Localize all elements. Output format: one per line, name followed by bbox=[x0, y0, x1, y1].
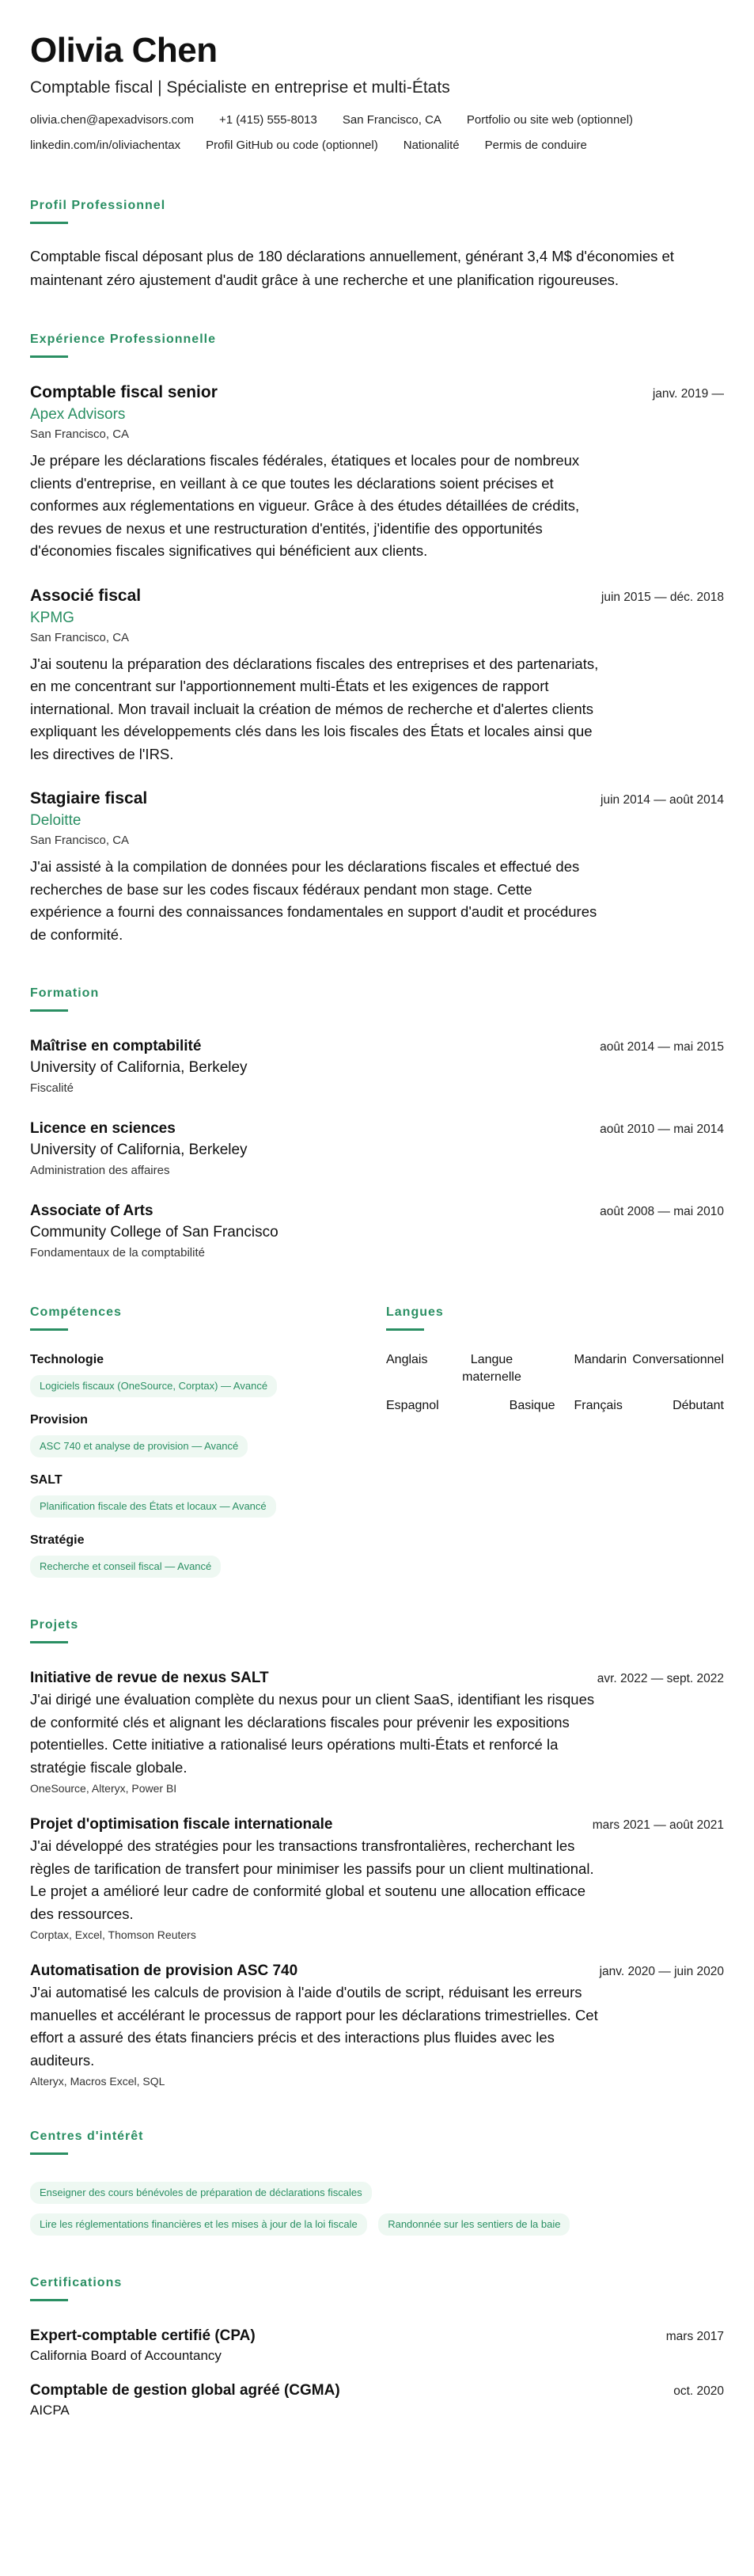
contact-driving-license: Permis de conduire bbox=[484, 139, 587, 152]
project-entry bbox=[30, 1667, 724, 1796]
section-divider bbox=[30, 1009, 68, 1012]
project-entry bbox=[30, 1960, 724, 2089]
skill-group bbox=[30, 1472, 386, 1518]
section-title-interests: Centres d'intérêt bbox=[30, 2130, 144, 2143]
language-name: Mandarin bbox=[574, 1353, 627, 1366]
experience-section bbox=[30, 332, 724, 946]
job-description: Je prépare les déclarations fiscales fédérales, étatiques et locales pour de nombreux clients d'entreprise, en veillant à ce que toutes les déclarations soient précises et conformes aux réglementations en vigueur. Grâce à des études détaillées de crédits, des revues de nexus et une restructuration d'entités, j'identifie des opportunités d'économies fiscales significatives qui bénéficient aux clients. bbox=[30, 452, 580, 559]
section-divider bbox=[386, 1328, 424, 1331]
company-name: Apex Advisors bbox=[30, 406, 126, 423]
languages-section bbox=[386, 1305, 724, 1578]
contact-email[interactable]: olivia.chen@apexadvisors.com bbox=[30, 113, 194, 127]
profile-summary: Comptable fiscal déposant plus de 180 déclarations annuellement, générant 3,4 M$ d'économies et maintenant zéro ajustement d'audit grâce à une recherche et une planification rigoureuses. bbox=[30, 248, 674, 288]
language-name: Français bbox=[574, 1399, 623, 1412]
certification-entry bbox=[30, 2380, 724, 2420]
skill-chip: Planification fiscale des États et locaux — Avancé bbox=[30, 1495, 276, 1518]
skill-category: SALT bbox=[30, 1473, 63, 1487]
language-level: Basique bbox=[509, 1399, 555, 1412]
skill-group bbox=[30, 1411, 386, 1457]
certification-entry bbox=[30, 2325, 724, 2365]
education-entry bbox=[30, 1118, 724, 1180]
experience-entry bbox=[30, 382, 724, 563]
skill-group bbox=[30, 1351, 386, 1397]
language-item bbox=[386, 1351, 555, 1386]
section-title-education: Formation bbox=[30, 986, 100, 1000]
language-level: Débutant bbox=[673, 1399, 724, 1412]
contact-location: San Francisco, CA bbox=[342, 113, 441, 127]
section-title-projects: Projets bbox=[30, 1618, 79, 1632]
contact-phone[interactable]: +1 (415) 555-8013 bbox=[219, 113, 317, 127]
certification-issuer: California Board of Accountancy bbox=[30, 2348, 222, 2363]
job-dates: juin 2014 — août 2014 bbox=[601, 793, 724, 807]
language-item bbox=[555, 1351, 725, 1386]
certification-date: oct. 2020 bbox=[673, 2384, 724, 2398]
project-title: Automatisation de provision ASC 740 bbox=[30, 1962, 298, 1979]
skill-category: Stratégie bbox=[30, 1533, 85, 1547]
section-divider bbox=[30, 222, 68, 224]
education-dates: août 2008 — mai 2010 bbox=[600, 1205, 724, 1218]
section-title-experience: Expérience Professionnelle bbox=[30, 332, 216, 346]
school-name: University of California, Berkeley bbox=[30, 1142, 248, 1158]
job-title: Comptable fiscal senior bbox=[30, 383, 218, 401]
job-dates: janv. 2019 — bbox=[652, 387, 724, 401]
language-level: Conversationnel bbox=[632, 1353, 724, 1366]
section-divider bbox=[30, 1641, 68, 1643]
project-entry bbox=[30, 1814, 724, 1943]
school-name: University of California, Berkeley bbox=[30, 1059, 248, 1076]
job-title: Associé fiscal bbox=[30, 586, 142, 605]
study-field: Fiscalité bbox=[30, 1081, 74, 1095]
section-divider bbox=[30, 1328, 68, 1331]
language-row bbox=[386, 1351, 724, 1386]
skills-languages-row bbox=[30, 1305, 724, 1578]
section-title-skills: Compétences bbox=[30, 1305, 122, 1319]
degree-title: Associate of Arts bbox=[30, 1203, 153, 1219]
job-description: J'ai assisté à la compilation de données pour les déclarations fiscales et effectué des recherches de base sur les codes fiscaux fédéraux pendant mon stage. Cette expérience a fourni des connaissances fondamentales en support d'audit et procédures de conformité. bbox=[30, 858, 597, 943]
project-dates: avr. 2022 — sept. 2022 bbox=[597, 1672, 724, 1685]
section-divider bbox=[30, 355, 68, 358]
section-divider bbox=[30, 2152, 68, 2155]
interests-section bbox=[30, 2129, 724, 2236]
interest-chip: Randonnée sur les sentiers de la baie bbox=[378, 2213, 570, 2236]
interest-chip: Lire les réglementations financières et les mises à jour de la loi fiscale bbox=[30, 2213, 367, 2236]
study-field: Fondamentaux de la comptabilité bbox=[30, 1246, 205, 1260]
education-dates: août 2014 — mai 2015 bbox=[600, 1040, 724, 1054]
skill-chip: Logiciels fiscaux (OneSource, Corptax) — Avancé bbox=[30, 1375, 277, 1397]
section-title-languages: Langues bbox=[386, 1305, 444, 1319]
language-level: Langue maternelle bbox=[462, 1353, 521, 1384]
experience-entry bbox=[30, 585, 724, 766]
job-location: San Francisco, CA bbox=[30, 630, 130, 644]
education-entry bbox=[30, 1200, 724, 1262]
project-description: J'ai automatisé les calculs de provision à l'aide d'outils de script, réduisant les erreurs manuelles et accélérant le processus de rapport pour les déclarations trimestrielles. Cet effort a assuré des états financiers précis et des interactions plus fluides avec les auditeurs. bbox=[30, 1984, 598, 2069]
section-title-certifications: Certifications bbox=[30, 2276, 123, 2289]
contact-portfolio[interactable]: Portfolio ou site web (optionnel) bbox=[466, 113, 634, 127]
job-location: San Francisco, CA bbox=[30, 834, 130, 847]
project-description: J'ai développé des stratégies pour les transactions transfrontalières, recherchant les règles de tarification de transfert pour minimiser les passifs pour un client multinational. Le projet a amélioré leur cadre de conformité global et soutenu une allocation efficace des ressources. bbox=[30, 1837, 594, 1922]
education-dates: août 2010 — mai 2014 bbox=[600, 1123, 724, 1136]
project-dates: mars 2021 — août 2021 bbox=[592, 1818, 724, 1832]
contact-list bbox=[30, 112, 724, 154]
certification-issuer: AICPA bbox=[30, 2403, 70, 2418]
project-technologies: Alteryx, Macros Excel, SQL bbox=[30, 2075, 165, 2088]
project-title: Projet d'optimisation fiscale internationale bbox=[30, 1816, 333, 1833]
interest-chip-list bbox=[30, 2175, 724, 2236]
resume-header bbox=[30, 30, 724, 154]
skill-chip: ASC 740 et analyse de provision — Avancé bbox=[30, 1435, 248, 1457]
skills-section bbox=[30, 1305, 386, 1578]
language-item bbox=[386, 1397, 555, 1415]
project-description: J'ai dirigé une évaluation complète du nexus pour un client SaaS, identifiant les risques de conformité clés et alignant les déclarations fiscales pour prévenir les expositions potentielles. Cette initiative a rationalisé leurs opérations multi-États et renforcé la stratégie fiscale globale. bbox=[30, 1691, 595, 1776]
language-name: Espagnol bbox=[386, 1399, 439, 1412]
degree-title: Maîtrise en comptabilité bbox=[30, 1038, 202, 1054]
education-entry bbox=[30, 1035, 724, 1097]
degree-title: Licence en sciences bbox=[30, 1120, 176, 1137]
interest-chip: Enseigner des cours bénévoles de préparation de déclarations fiscales bbox=[30, 2182, 372, 2204]
job-location: San Francisco, CA bbox=[30, 427, 130, 441]
project-technologies: OneSource, Alteryx, Power BI bbox=[30, 1782, 177, 1795]
projects-section bbox=[30, 1617, 724, 2089]
contact-github[interactable]: Profil GitHub ou code (optionnel) bbox=[206, 139, 378, 152]
skill-category: Technologie bbox=[30, 1353, 104, 1366]
contact-nationality: Nationalité bbox=[403, 139, 460, 152]
education-section bbox=[30, 986, 724, 1262]
skill-chip: Recherche et conseil fiscal — Avancé bbox=[30, 1556, 221, 1578]
project-dates: janv. 2020 — juin 2020 bbox=[599, 1965, 724, 1978]
section-title-profile: Profil Professionnel bbox=[30, 199, 166, 212]
study-field: Administration des affaires bbox=[30, 1164, 170, 1177]
project-title: Initiative de revue de nexus SALT bbox=[30, 1670, 269, 1686]
project-technologies: Corptax, Excel, Thomson Reuters bbox=[30, 1928, 196, 1941]
contact-linkedin[interactable]: linkedin.com/in/oliviachentax bbox=[30, 139, 181, 152]
profile-section bbox=[30, 198, 724, 292]
language-row bbox=[386, 1397, 724, 1415]
candidate-headline: Comptable fiscal | Spécialiste en entreprise et multi-États bbox=[30, 78, 450, 97]
candidate-name: Olivia Chen bbox=[30, 31, 218, 70]
certification-title: Comptable de gestion global agréé (CGMA) bbox=[30, 2382, 340, 2399]
language-name: Anglais bbox=[386, 1353, 428, 1366]
school-name: Community College of San Francisco bbox=[30, 1224, 278, 1241]
company-name: Deloitte bbox=[30, 812, 81, 829]
certification-title: Expert-comptable certifié (CPA) bbox=[30, 2327, 256, 2344]
certifications-section bbox=[30, 2275, 724, 2420]
section-divider bbox=[30, 2299, 68, 2301]
job-description: J'ai soutenu la préparation des déclarations fiscales des entreprises et des partenariats, en me concentrant sur l'apportionnement multi-États et les exigences de rapport international. Mon travail incluait la création de mémos de recherche et d'alertes clients expliquant les développements clés dans les lois fiscales des États et locales ainsi que les directives de l'IRS. bbox=[30, 655, 599, 762]
certification-date: mars 2017 bbox=[665, 2330, 724, 2343]
experience-entry bbox=[30, 788, 724, 946]
language-item bbox=[555, 1397, 725, 1415]
skill-category: Provision bbox=[30, 1413, 88, 1427]
job-dates: juin 2015 — déc. 2018 bbox=[601, 590, 724, 604]
company-name: KPMG bbox=[30, 609, 74, 626]
job-title: Stagiaire fiscal bbox=[30, 789, 148, 807]
skill-group bbox=[30, 1532, 386, 1578]
